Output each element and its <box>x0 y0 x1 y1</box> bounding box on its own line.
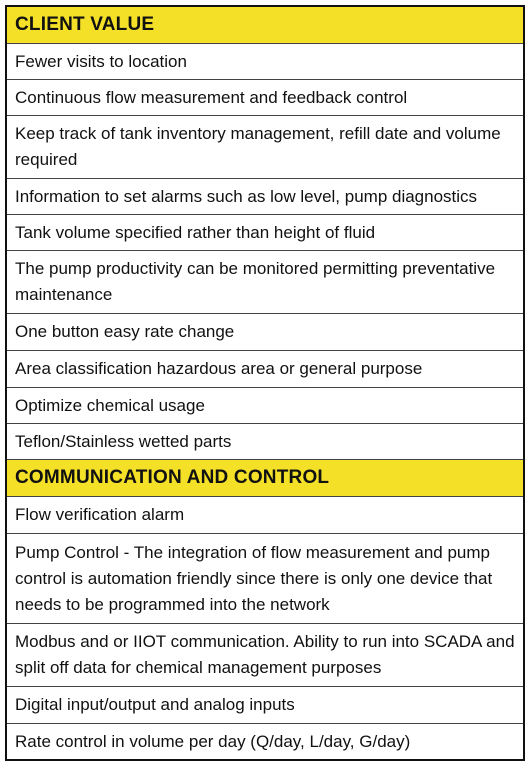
table-row: Continuous flow measurement and feedback control <box>7 79 523 115</box>
section-heading-communication-and-control: COMMUNICATION AND CONTROL <box>7 459 523 496</box>
table-row: Information to set alarms such as low level, pump diagnostics <box>7 178 523 214</box>
table-row: Pump Control - The integration of flow measurement and pump control is automation friendly since there is only one device that needs to be programmed into the network <box>7 533 523 623</box>
table-row: Rate control in volume per day (Q/day, L/day, G/day) <box>7 723 523 759</box>
feature-table <box>5 5 525 761</box>
table-row: Keep track of tank inventory management, refill date and volume required <box>7 115 523 178</box>
table-row: Teflon/Stainless wetted parts <box>7 423 523 459</box>
section-heading-client-value: CLIENT VALUE <box>7 7 523 43</box>
table-row: Area classification hazardous area or general purpose <box>7 350 523 387</box>
table-row: Modbus and or IIOT communication. Ability to run into SCADA and split off data for chemical management purposes <box>7 623 523 686</box>
table-row: Tank volume specified rather than height of fluid <box>7 214 523 250</box>
table-row: The pump productivity can be monitored permitting preventative maintenance <box>7 250 523 313</box>
table-row: Fewer visits to location <box>7 43 523 79</box>
table-row: One button easy rate change <box>7 313 523 350</box>
table-row: Digital input/output and analog inputs <box>7 686 523 723</box>
table-row: Optimize chemical usage <box>7 387 523 423</box>
table-row: Flow verification alarm <box>7 496 523 533</box>
